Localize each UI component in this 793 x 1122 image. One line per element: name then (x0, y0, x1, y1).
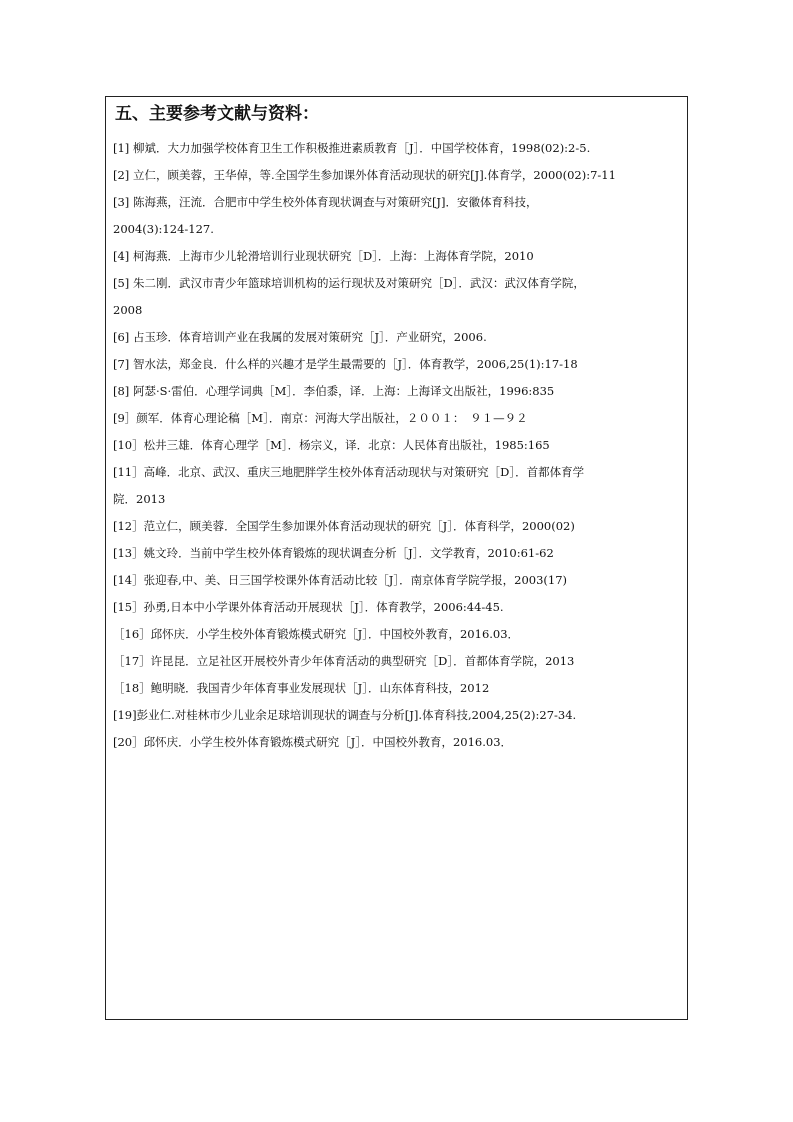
reference-line: [11］高峰．北京、武汉、重庆三地肥胖学生校外体育活动现状与对策研究［D］．首都体育学 (113, 465, 585, 479)
reference-line: [2] 立仁，顾美蓉，王华倬，等.全国学生参加课外体育活动现状的研究[J].体育学，2000(02):7-11 (113, 168, 616, 182)
reference-line: ［17］许昆昆．立足社区开展校外青少年体育活动的典型研究［D］．首都体育学院，2013 (113, 654, 575, 668)
reference-line: 2004(3):124-127. (113, 222, 214, 236)
reference-line: [15］孙勇,日本中小学课外体育活动开展现状［J］．体育教学，2006:44-45. (113, 600, 504, 614)
reference-line: [7] 智水法，郑金良．什么样的兴趣才是学生最需要的［J］．体育教学，2006,25(1):17-18 (113, 357, 578, 371)
reference-line: [4] 柯海燕．上海市少儿轮滑培训行业现状研究［D］．上海：上海体育学院，2010 (113, 249, 534, 263)
reference-line: [9］颜军．体育心理论稿［M］．南京：河海大学出版社，２００１： ９１—９２ (113, 411, 528, 425)
reference-line: [5] 朱二刚．武汉市青少年篮球培训机构的运行现状及对策研究［D］．武汉：武汉体育学院， (113, 276, 585, 290)
reference-line: [20］邱怀庆．小学生校外体育锻炼模式研究［J］．中国校外教育，2016.03． (113, 735, 513, 749)
reference-line: 院．2013 (113, 492, 166, 506)
reference-line: [12］范立仁，顾美蓉．全国学生参加课外体育活动现状的研究［J］．体育科学，2000(02) (113, 519, 575, 533)
reference-line: 2008 (113, 303, 143, 317)
reference-line: ［18］鲍明晓．我国青少年体育事业发展现状［J］．山东体育科技，2012 (113, 681, 490, 695)
reference-line: [10］松井三雄．体育心理学［M］．杨宗义，译．北京：人民体育出版社，1985:165 (113, 438, 550, 452)
reference-line: [19]彭业仁.对桂林市少儿业余足球培训现状的调查与分析[J].体育科技,2004,25(2):27-34. (113, 708, 577, 722)
reference-line: ［16］邱怀庆．小学生校外体育锻炼模式研究［J］．中国校外教育，2016.03． (113, 627, 520, 641)
reference-line: [3] 陈海燕，汪流．合肥市中学生校外体育现状调查与对策研究[J]．安徽体育科技， (113, 195, 538, 209)
reference-line: [6] 占玉珍．体育培训产业在我属的发展对策研究［J］．产业研究，2006. (113, 330, 487, 344)
reference-line: [8] 阿瑟·S·雷伯．心理学词典［M］．李伯黍，译．上海：上海译文出版社，1996:835 (113, 384, 555, 398)
reference-line: [14］张迎春,中、美、日三国学校课外体育活动比较［J］．南京体育学院学报，2003(17) (113, 573, 568, 587)
references-table-cell (105, 96, 688, 1020)
reference-list (113, 135, 685, 756)
reference-line: [13］姚文玲．当前中学生校外体育锻炼的现状调查分析［J］．文学教育，2010:61-62 (113, 546, 554, 560)
section-heading: 五、主要参考文献与资料： (115, 104, 319, 124)
reference-line: [1] 柳斌．大力加强学校体育卫生工作积极推进素质教育［J］．中国学校体育，1998(02):2-5. (113, 141, 591, 155)
